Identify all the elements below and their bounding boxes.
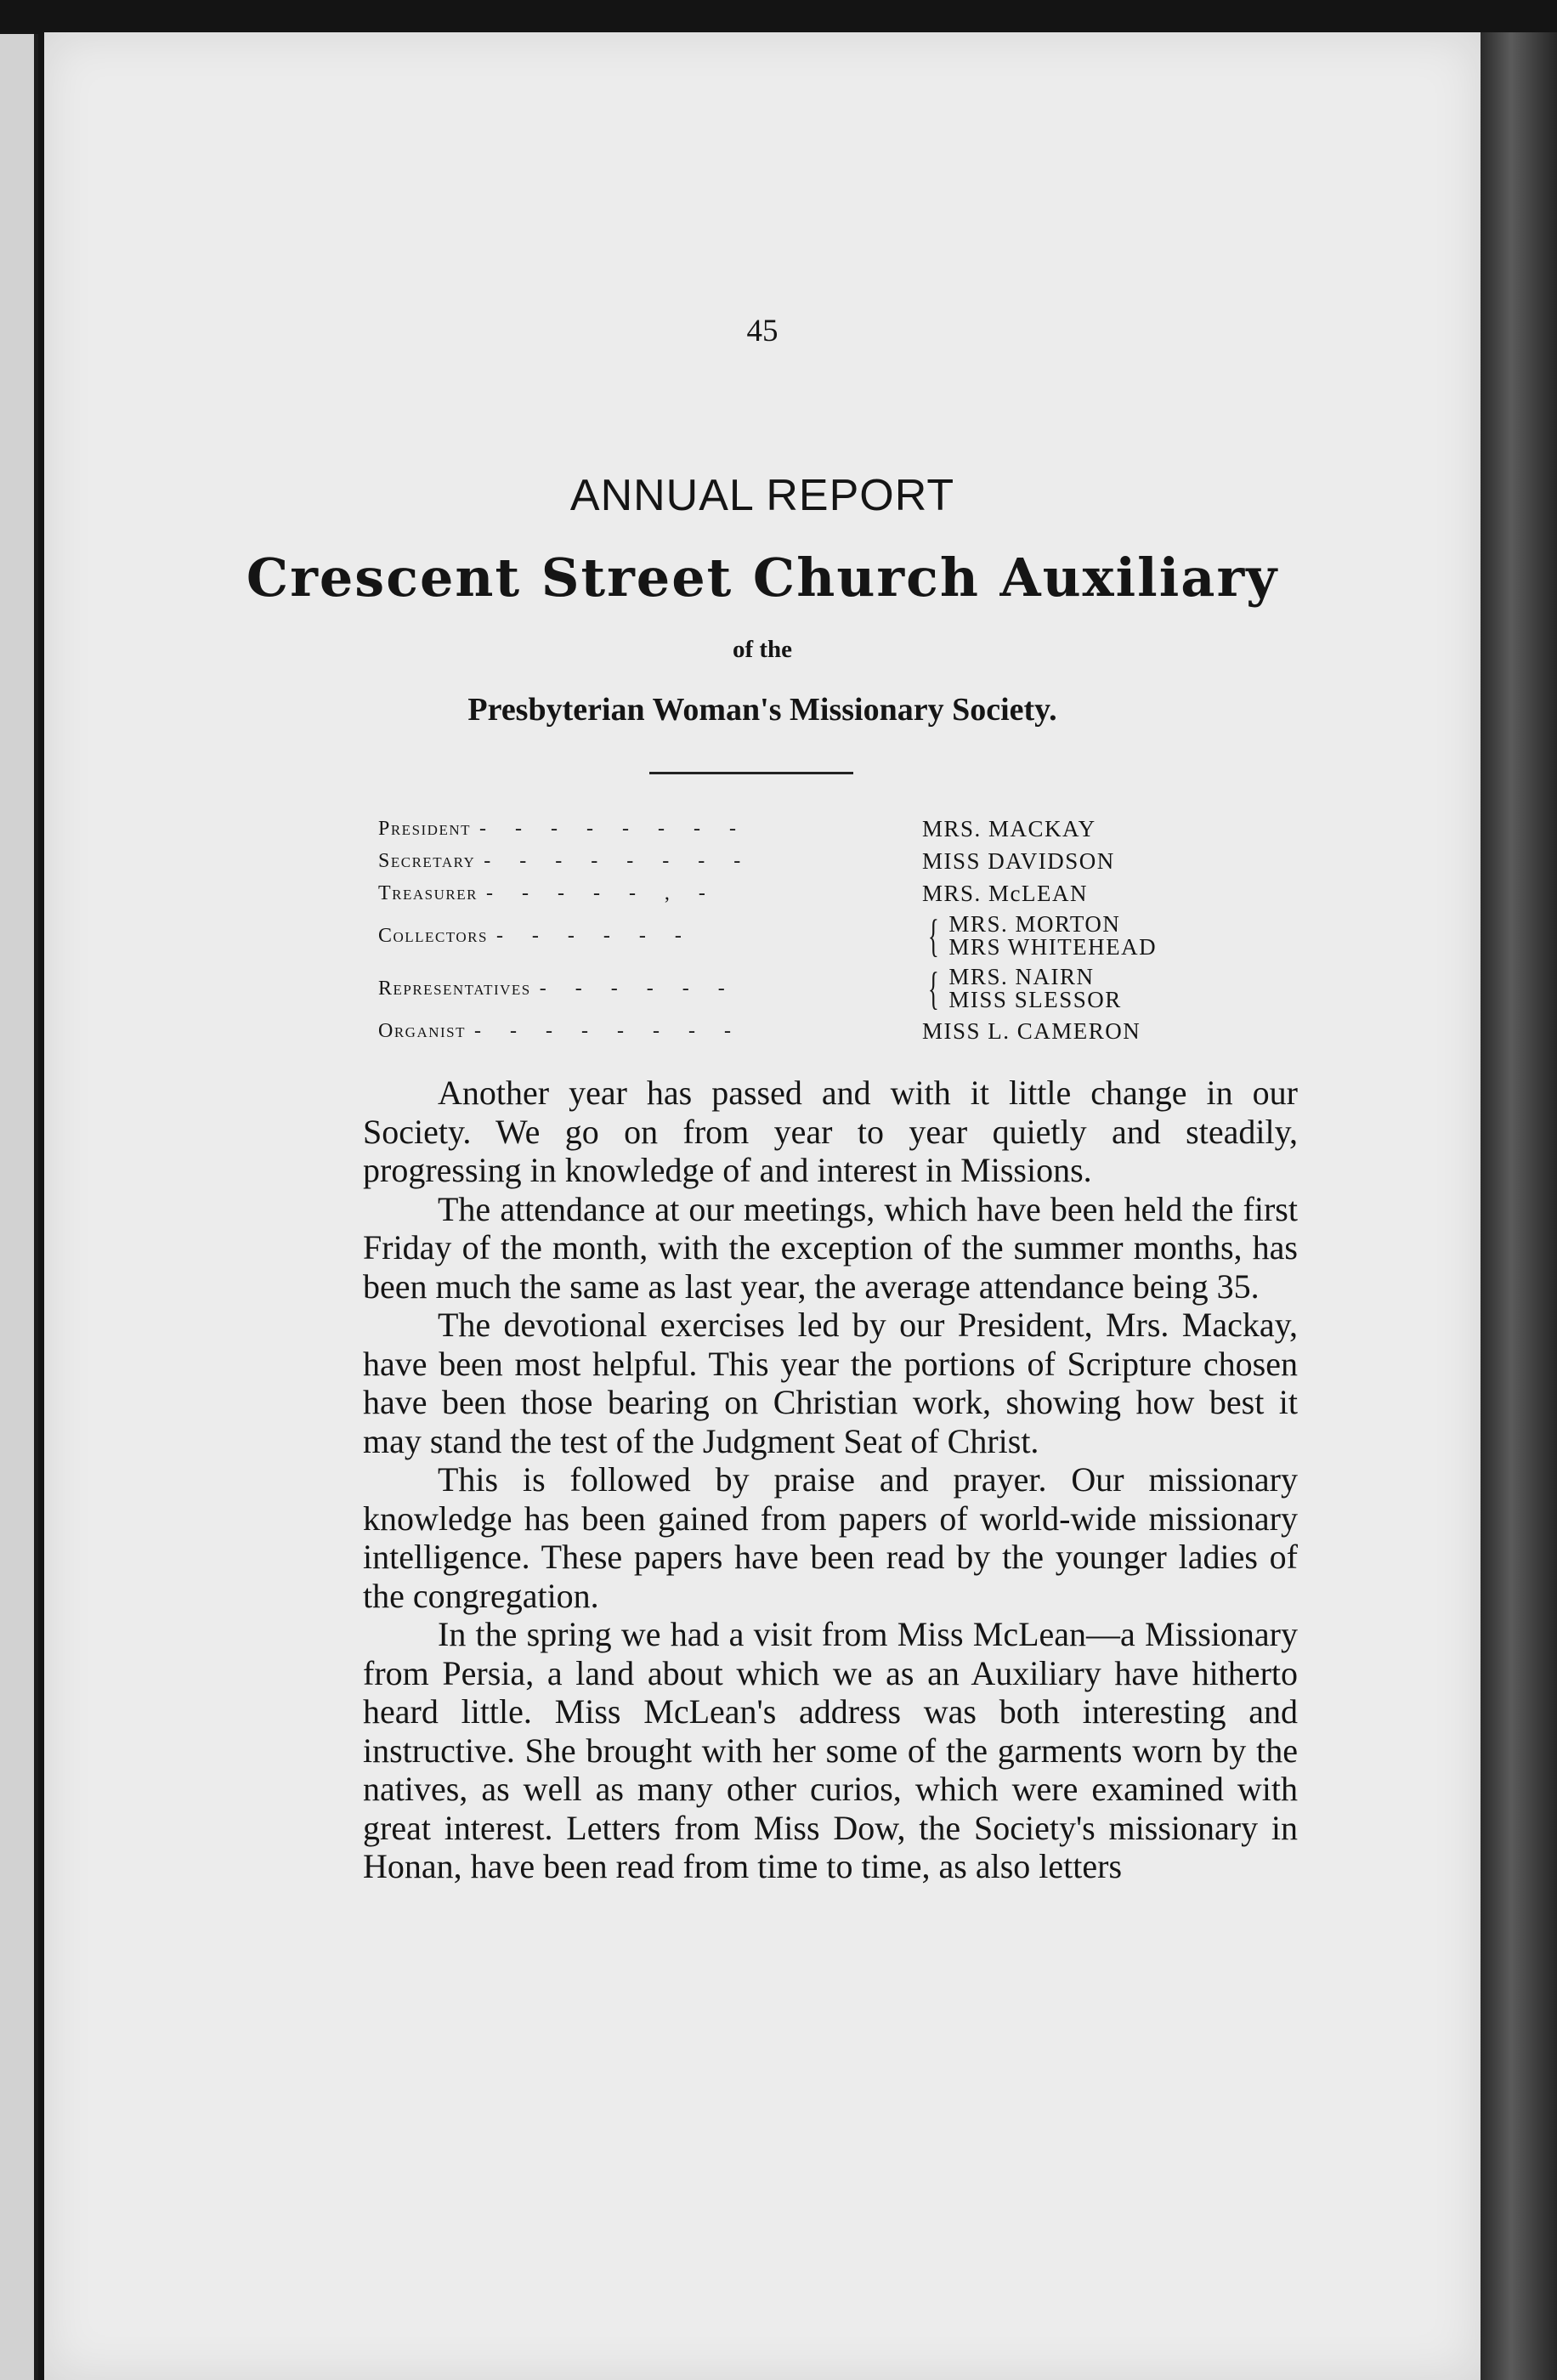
officer-name: MRS. NAIRN (948, 964, 1095, 989)
officer-role: Collectors (378, 924, 488, 947)
leader-dots: - - - - - - - - (474, 1019, 743, 1042)
officer-row-secretary (378, 847, 1305, 876)
officer-name: MISS DAVIDSON (922, 847, 1115, 874)
officer-name: MRS. MACKAY (922, 815, 1096, 842)
report-title: ANNUAL REPORT (569, 471, 955, 520)
officer-row-president (378, 814, 1305, 843)
page-number: 45 (746, 314, 778, 348)
officer-row-collectors (378, 911, 1305, 960)
leader-dots: - - - - - - (495, 924, 694, 947)
paragraph: Another year has passed and with it little change in our Society. We go on from year to year quietly and steadily, progressing in knowledge of and interest in Missions. (363, 1074, 1298, 1189)
left-brace-icon: { (927, 910, 940, 961)
officer-name: MISS L. CAMERON (922, 1017, 1141, 1044)
of-the-line: of the (732, 636, 793, 663)
left-brace-icon: { (927, 963, 940, 1014)
officer-role: Organist (378, 1019, 467, 1042)
officer-row-representatives (378, 964, 1305, 1013)
society-name: Presbyterian Woman's Missionary Society. (467, 692, 1057, 728)
officer-name: MRS. MORTON (948, 911, 1121, 937)
officer-name: MRS WHITEHEAD (948, 934, 1158, 960)
adjacent-page-edge (0, 34, 38, 2380)
officer-role: Treasurer (378, 881, 478, 904)
paragraph: This is followed by praise and prayer. Our missionary knowledge has been gained from papers of world-wide missionary intelligence. These papers have been read by the younger ladies of the congregation. (363, 1460, 1298, 1615)
leader-dots: - - - - - - (539, 977, 737, 1000)
officer-role: Representatives (378, 977, 531, 1000)
officer-role: President (378, 817, 472, 840)
paragraph: In the spring we had a visit from Miss McLean—a Missionary from Persia, a land about which we as an Auxiliary have hitherto heard little. Miss McLean's address was both interesting and instructive. She brought with her some of the garments worn by the natives, as well as many other curios, which were examined with great interest. Letters from Miss Dow, the Society's missionary in Honan, have been read from time to time, as also letters (363, 1615, 1298, 1885)
officer-role: Secretary (378, 849, 476, 872)
report-body (363, 1074, 1298, 1886)
divider-rule (649, 772, 853, 774)
paragraph: The devotional exercises led by our President, Mrs. Mackay, have been most helpful. This year the portions of Scripture chosen have been those bearing on Christian work, showing how best it may stand the test of the Judgment Seat of Christ. (363, 1306, 1298, 1460)
document-page (44, 32, 1481, 2380)
officer-name: MISS SLESSOR (948, 987, 1122, 1012)
officers-list (378, 814, 1305, 1049)
leader-dots: - - - - - - - - (484, 849, 753, 872)
officer-row-treasurer (378, 879, 1305, 908)
officer-name: MRS. McLEAN (922, 880, 1089, 906)
paragraph: The attendance at our meetings, which have been held the first Friday of the month, with the exception of the summer months, has been much the same as last year, the average attendance being 35. (363, 1189, 1298, 1306)
book-spine-edge (1481, 32, 1557, 2380)
report-subtitle: Crescent Street Church Auxiliary (246, 547, 1279, 609)
officer-row-organist (378, 1017, 1305, 1046)
leader-dots: - - - - - - - - (479, 817, 748, 840)
leader-dots: - - - - - , - (485, 881, 717, 904)
